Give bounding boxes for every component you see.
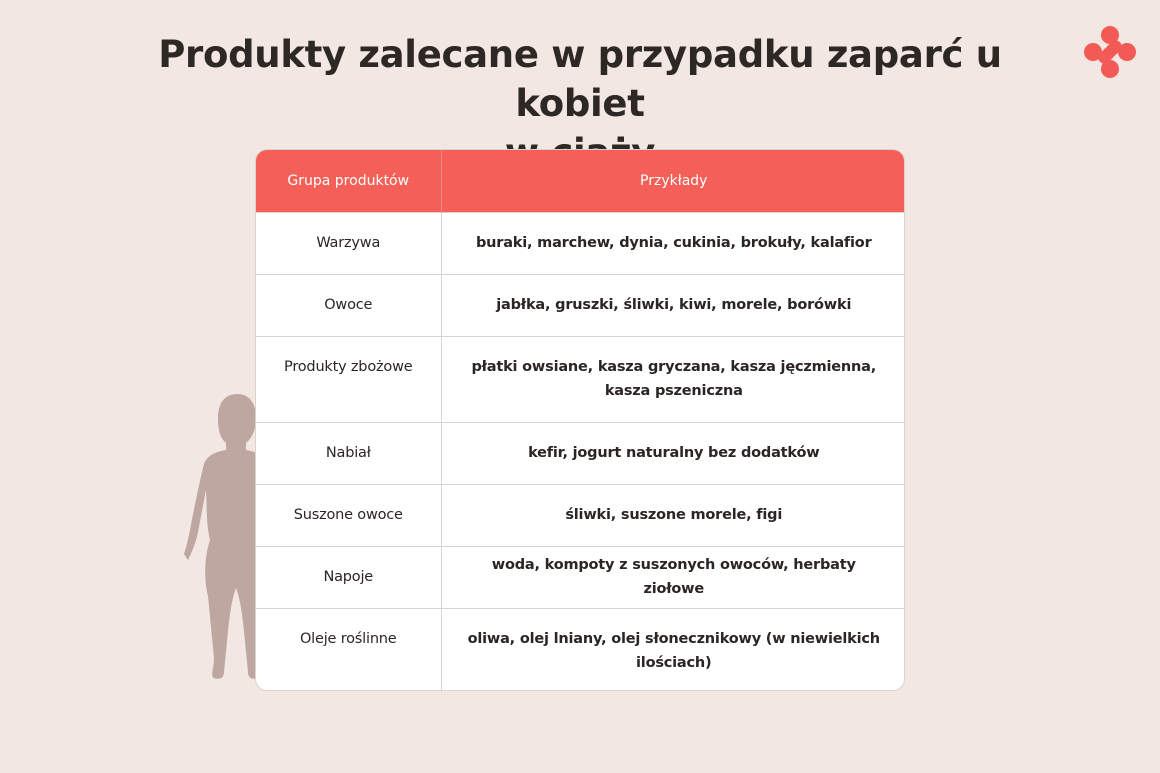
cell-group: Napoje <box>256 546 441 608</box>
table-row <box>256 336 905 422</box>
cell-group: Nabiał <box>256 422 441 484</box>
cell-examples: woda, kompoty z suszonych owoców, herbaty ziołowe <box>441 546 905 608</box>
table-row <box>256 274 905 336</box>
cell-examples: buraki, marchew, dynia, cukinia, brokuły, kalafior <box>441 212 905 274</box>
cell-group: Warzywa <box>256 212 441 274</box>
cell-examples: jabłka, gruszki, śliwki, kiwi, morele, borówki <box>441 274 905 336</box>
cell-group: Oleje roślinne <box>256 608 441 691</box>
column-header-examples: Przykłady <box>441 150 905 212</box>
plus-cross-logo-icon <box>1082 24 1138 80</box>
cell-group: Suszone owoce <box>256 484 441 546</box>
cell-group: Produkty zbożowe <box>256 336 441 422</box>
table-row <box>256 608 905 691</box>
cell-examples: kefir, jogurt naturalny bez dodatków <box>441 422 905 484</box>
cell-examples: płatki owsiane, kasza gryczana, kasza jęczmienna, kasza pszeniczna <box>441 336 905 422</box>
page-title-line-1: Produkty zalecane w przypadku zaparć u kobiet <box>158 33 1002 125</box>
table-row <box>256 484 905 546</box>
cell-examples: śliwki, suszone morele, figi <box>441 484 905 546</box>
table-row <box>256 546 905 608</box>
table-row <box>256 422 905 484</box>
products-table <box>255 149 905 691</box>
cell-examples: oliwa, olej lniany, olej słonecznikowy (w niewielkich ilościach) <box>441 608 905 691</box>
cell-group: Owoce <box>256 274 441 336</box>
table-row <box>256 212 905 274</box>
column-header-group: Grupa produktów <box>287 172 410 189</box>
table-header-row <box>256 150 905 212</box>
